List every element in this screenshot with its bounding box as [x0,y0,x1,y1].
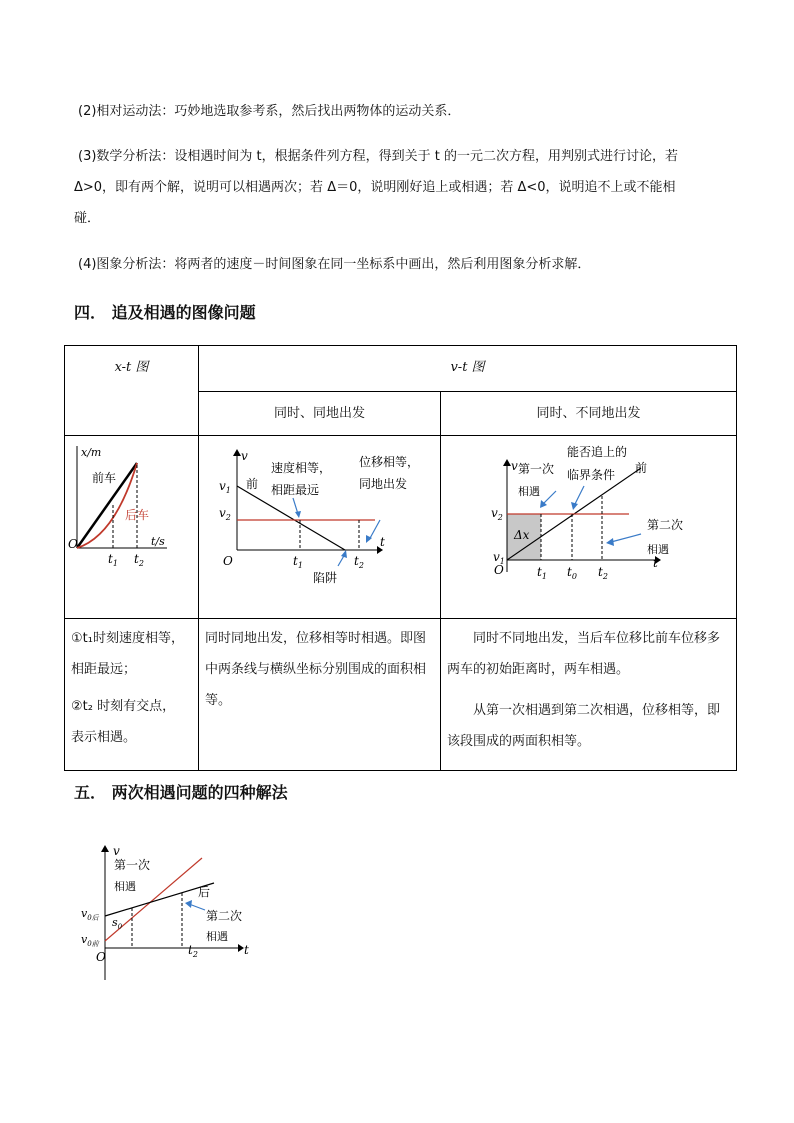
first-meet-arrow [543,491,556,504]
paragraph-relative-motion: (2)相对运动法：巧妙地选取参考系，然后找出两物体的运动关系． [78,104,461,119]
math-line-3: 碰． [74,211,101,226]
x-axis-label: t [244,943,249,957]
second-meet-arrow [611,534,641,542]
math-line-2: Δ>0，即有两个解，说明可以相遇两次；若 Δ＝0，说明刚好追上或相遇；若 Δ<0，说明追不上或不能相 [74,180,676,195]
header-vt: v-t 图 [199,346,737,392]
xt-desc-line-1: ①t₁时刻速度相等， [71,631,184,646]
x-axis-label: t [380,535,385,549]
y-axis-label: v [241,449,248,463]
first-meet-note-1: 第一次 [518,462,555,476]
x-axis-label: t [653,556,658,570]
first-meet-note-2: 相遇 [518,485,540,498]
xt-description [65,619,199,771]
origin-label: O [68,537,78,551]
y-axis-arrow [101,845,109,852]
vt-same-desc-text: 同时同地出发，位移相等时相遇。即图中两条线与横纵坐标分别围成的面积相等。 [205,631,427,708]
y-axis-arrow [233,449,241,456]
speed-equal-note-2: 相距最远 [271,483,320,497]
xt-desc-line-2: 相距最远； [71,662,137,677]
y-axis-label: v [113,844,120,858]
critical-arrow-head [571,502,578,510]
second-meet-note-2: 相遇 [647,543,669,556]
first-meet-note-1: 第一次 [114,858,151,872]
front-car-label: 前车 [92,471,117,485]
t1-label: $t_1$ [537,565,547,581]
section-5-title: 五． 两次相遇问题的四种解法 [74,783,288,802]
vt-same-graph [199,436,439,614]
disp-equal-note-1: 位移相等， [359,455,420,469]
s0-label: $s_0$ [112,916,123,931]
second-meet-note-1: 第二次 [206,909,243,923]
t0-label: $t_0$ [567,565,577,581]
t1-label: $t_1$ [108,552,118,568]
vt-diff-desc-2: 从第一次相遇到第二次相遇，位移相等，即该段围成的两面积相等。 [447,703,721,749]
speed-arrow-head [295,511,301,518]
t2-label: $t_2$ [188,943,198,959]
v2-label: $v_2$ [219,506,231,522]
two-meet-graph [78,838,268,988]
t2-label: $t_2$ [134,552,144,568]
v1-label: $v_1$ [493,550,505,566]
math-line-1: (3)数学分析法：设相遇时间为 t，根据条件列方程，得到关于 t 的一元二次方程，用判别式进行讨论，若 [78,149,679,164]
vt-diff-description [441,619,737,771]
front-label: 前 [246,477,259,491]
vt-same-description [199,619,441,771]
front-label: 前 [635,461,648,475]
y-axis-arrow [503,459,511,466]
origin-label: O [494,563,504,577]
subheader-same-place: 同时、同地出发 [199,392,441,436]
xt-graph [65,436,197,614]
second-meet-arrow-head [185,900,192,908]
vt-diff-graph-cell [441,436,737,619]
header-xt: x-t 图 [65,346,199,436]
trap-label: 陷阱 [313,571,338,585]
speed-arrow [293,498,298,514]
chase-graph-table [64,345,737,771]
delta-x-label: Δx [514,528,530,542]
critical-arrow [574,486,584,506]
v0-front-label: $v_{0前}$ [81,933,99,948]
second-meet-arrow-head [606,538,614,546]
y-axis-label: v [511,459,518,473]
v1-label: $v_1$ [219,479,231,495]
xt-desc-line-3: ②t₂ 时刻有交点， [71,699,176,714]
origin-label: O [96,950,106,964]
v2-label: $v_2$ [491,506,503,522]
disp-arrow [369,520,380,540]
second-meet-arrow [189,904,205,910]
critical-note-1: 能否追上的 [567,445,628,459]
paragraph-graph-method: (4)图象分析法：将两者的速度－时间图象在同一坐标系中画出，然后利用图象分析求解． [78,257,591,272]
xt-graph-cell [65,436,199,619]
speed-equal-note-1: 速度相等， [271,461,332,475]
disp-equal-note-2: 同地出发 [359,477,408,491]
t1-label: $t_1$ [293,554,303,570]
critical-note-2: 临界条件 [567,468,616,482]
back-label: 后 [198,885,211,899]
section-4-title: 四． 追及相遇的图像问题 [74,303,256,322]
trap-arrow-head [341,550,347,558]
origin-label: O [223,554,233,568]
vt-diff-graph [441,436,735,614]
t2-label: $t_2$ [598,565,608,581]
x-axis-label: t/s [151,535,165,548]
back-car-label: 后车 [125,508,150,522]
second-meet-note-1: 第二次 [647,518,684,532]
subheader-diff-place: 同时、不同地出发 [441,392,737,436]
vt-same-graph-cell [199,436,441,619]
xt-desc-line-4: 表示相遇。 [71,730,137,745]
first-meet-note-2: 相遇 [114,880,136,893]
second-meet-note-2: 相遇 [206,930,228,943]
paragraph-math-method [74,141,728,234]
t2-label: $t_2$ [354,554,364,570]
vt-diff-desc-1: 同时不同地出发，当后车位移比前车位移多两车的初始距离时，两车相遇。 [447,631,721,677]
y-axis-label: x/m [81,446,102,459]
v0-back-label: $v_{0后}$ [81,907,99,922]
